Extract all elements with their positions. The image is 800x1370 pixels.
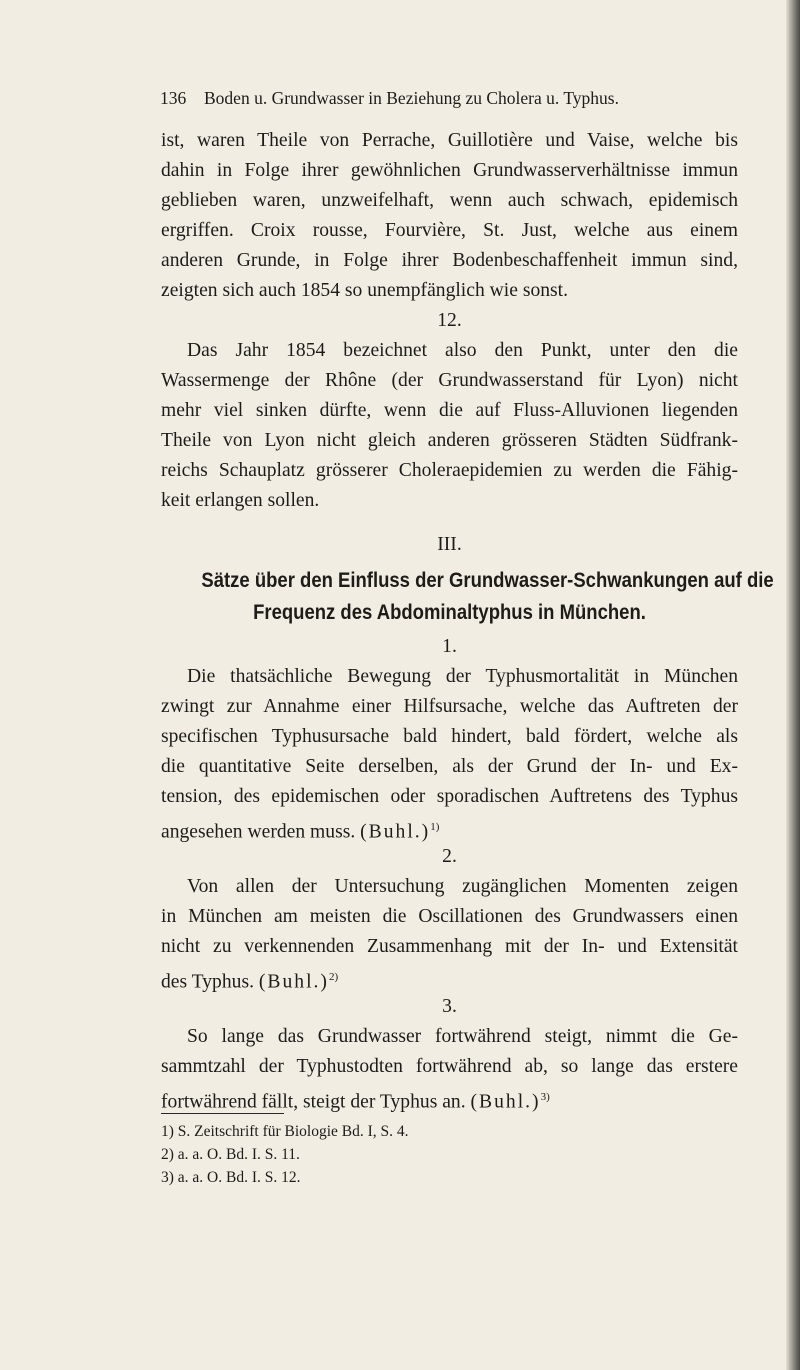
page-edge-shadow [786, 0, 800, 1370]
text-line: So lange das Grundwasser fortwährend steigt, nimmt die Ge- [187, 1026, 738, 1047]
text-line [161, 1082, 738, 1112]
running-title: Boden u. Grundwasser in Beziehung zu Cholera u. Typhus. [204, 88, 619, 108]
section-number-12: 12. [437, 310, 462, 331]
line-text: fortwährend fällt, steigt der Typhus an. [161, 1091, 466, 1113]
chapter-heading-line-1: Sätze über den Einfluss der Grundwasser-Schwankungen auf die [201, 568, 774, 592]
paragraph-1 [161, 662, 738, 842]
text-line [161, 962, 738, 992]
text-line: specifischen Typhusursache bald hindert, bald fördert, welche als [161, 726, 738, 747]
paragraph-continuation [161, 126, 738, 306]
text-line: ergriffen. Croix rousse, Fourvière, St. Just, welche aus einem [161, 220, 738, 241]
text-line: Von allen der Untersuchung zugänglichen Momenten zeigen [187, 876, 738, 897]
text-line: reichs Schauplatz grösserer Choleraepidemien zu werden die Fähig- [161, 460, 738, 481]
paragraph-3 [161, 1022, 738, 1112]
footnote-3: 3) a. a. O. Bd. I. S. 12. [161, 1169, 301, 1186]
footnote-ref: 3) [540, 1091, 550, 1103]
text-line: Wassermenge der Rhône (der Grundwasserstand für Lyon) nicht [161, 370, 738, 391]
paragraph-2 [161, 872, 738, 992]
citation: (Buhl.) [258, 971, 329, 993]
chapter-number: III. [437, 534, 462, 555]
footnote-ref: 2) [328, 971, 339, 983]
section-number-1: 1. [442, 636, 457, 657]
text-line [161, 812, 738, 842]
citation: (Buhl.) [360, 821, 431, 843]
text-line: anderen Grunde, in Folge ihrer Bodenbeschaffenheit immun sind, [161, 250, 738, 271]
chapter-heading-line-2: Frequenz des Abdominaltyphus in München. [253, 600, 646, 624]
text-line: die quantitative Seite derselben, als der Grund der In- und Ex- [161, 756, 738, 777]
text-line: geblieben waren, unzweifelhaft, wenn auch schwach, epidemisch [161, 190, 738, 211]
section-number-2: 2. [442, 846, 457, 867]
footnote-1: 1) S. Zeitschrift für Biologie Bd. I, S. 4. [161, 1123, 409, 1140]
text-line: Das Jahr 1854 bezeichnet also den Punkt, unter den die [187, 340, 738, 361]
footnote-ref: 1) [430, 821, 440, 833]
text-line: ist, waren Theile von Perrache, Guillotière und Vaise, welche bis [161, 130, 738, 151]
text-line: mehr viel sinken dürfte, wenn die auf Fluss-Alluvionen liegenden [161, 400, 738, 421]
text-line: sammtzahl der Typhustodten fortwährend ab, so lange das erstere [161, 1056, 738, 1077]
text-line: zeigten sich auch 1854 so unempfänglich wie sonst. [161, 280, 569, 301]
section-number-3: 3. [442, 996, 457, 1017]
text-line: tension, des epidemischen oder sporadischen Auftretens des Typhus [161, 786, 738, 807]
footnote-rule [161, 1113, 284, 1114]
citation: (Buhl.) [470, 1091, 541, 1113]
text-line: dahin in Folge ihrer gewöhnlichen Grundwasserverhältnisse immun [161, 160, 738, 181]
footnote-2: 2) a. a. O. Bd. I. S. 11. [161, 1146, 300, 1163]
text-line: nicht zu verkennenden Zusammenhang mit der In- und Extensität [161, 936, 738, 957]
paragraph-12 [161, 336, 738, 516]
text-line: Theile von Lyon nicht gleich anderen grösseren Städten Südfrank- [161, 430, 738, 451]
text-line: in München am meisten die Oscillationen des Grundwassers einen [161, 906, 738, 927]
page-number: 136 [160, 88, 187, 108]
line-text: angesehen werden muss. [161, 821, 356, 843]
text-line: keit erlangen sollen. [161, 490, 320, 511]
line-text: des Typhus. [161, 971, 254, 993]
text-line: zwingt zur Annahme einer Hilfsursache, welche das Auftreten der [161, 696, 738, 717]
text-line: Die thatsächliche Bewegung der Typhusmortalität in München [187, 666, 738, 687]
